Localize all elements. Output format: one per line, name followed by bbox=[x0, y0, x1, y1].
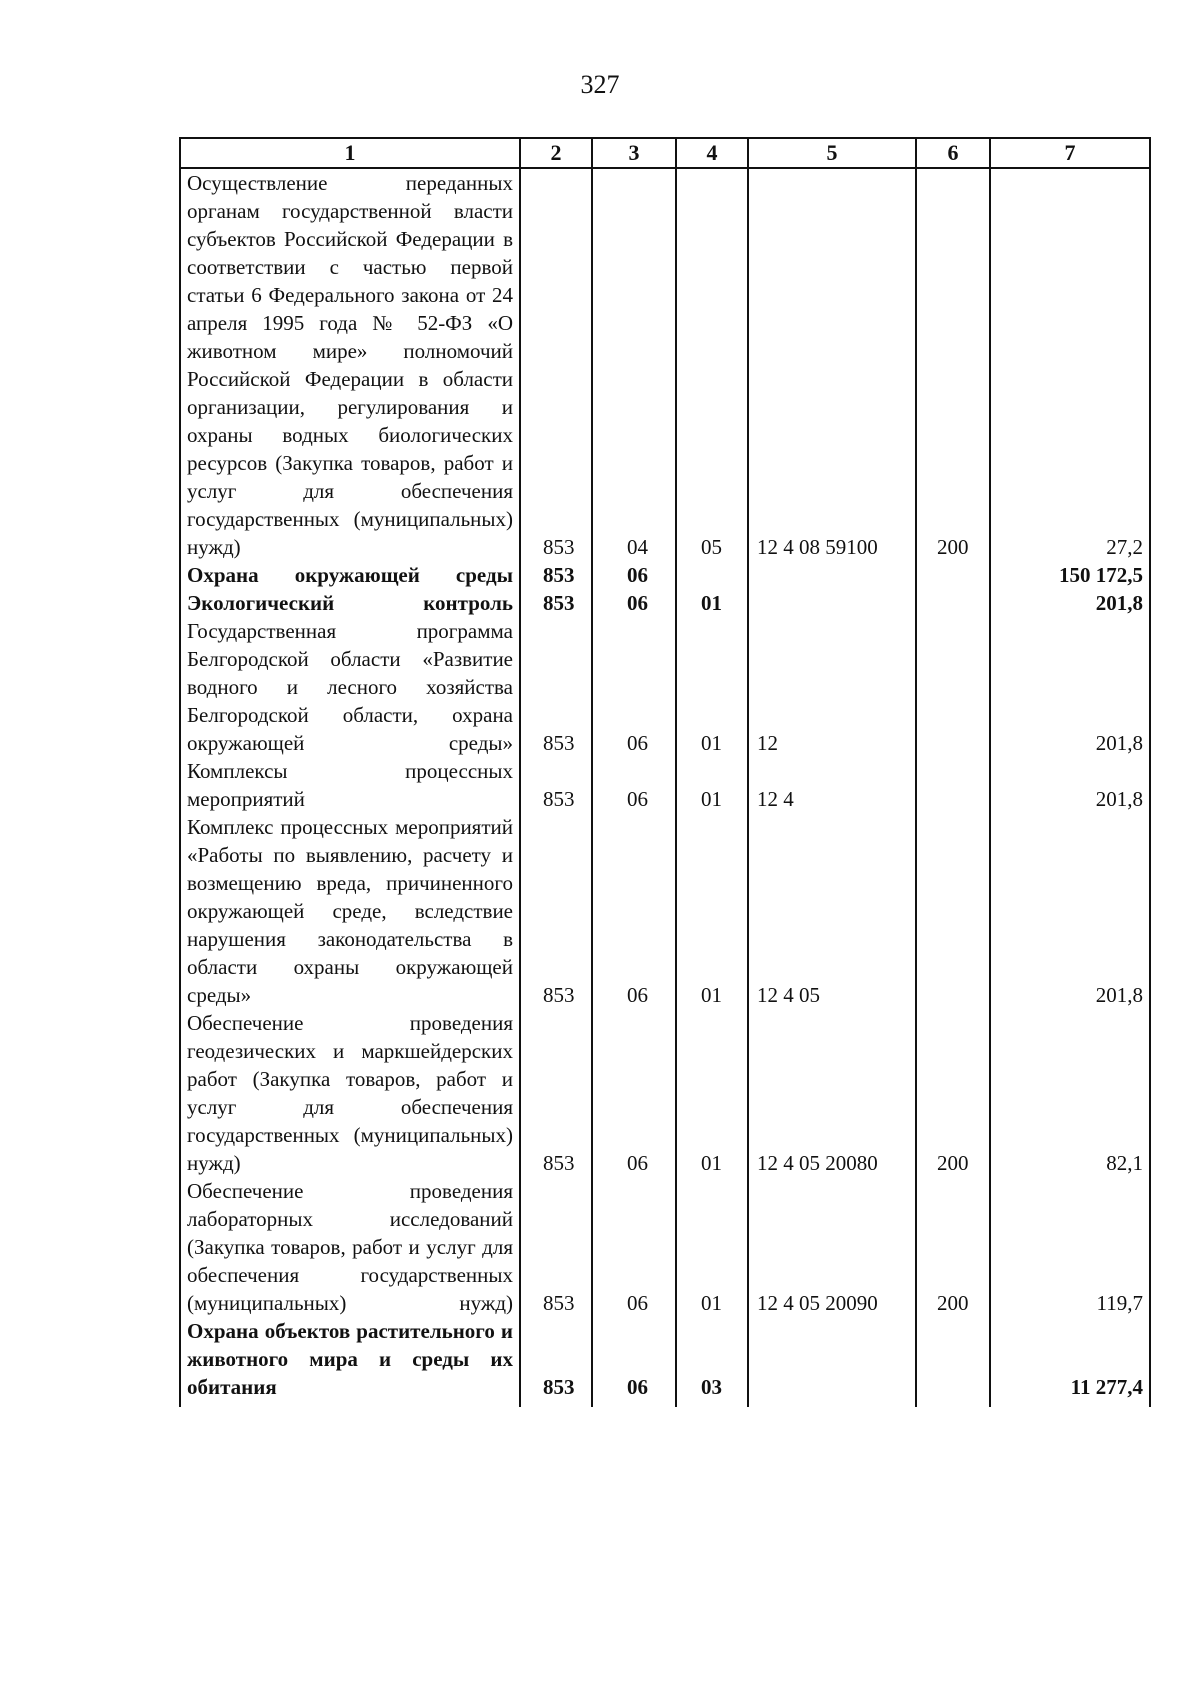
filler-cell bbox=[592, 1401, 676, 1407]
row-target-code bbox=[748, 1317, 916, 1401]
row-section: 06 bbox=[592, 1177, 676, 1317]
row-amount: 27,2 bbox=[990, 168, 1150, 561]
filler-cell bbox=[748, 1401, 916, 1407]
column-header-5: 5 bbox=[748, 138, 916, 168]
row-subsection: 01 bbox=[676, 617, 748, 757]
row-name: Государственная программа Белгородской области «Развитие водного и лесного хозяйства Белгородской области, охрана окружающей среды» bbox=[180, 617, 520, 757]
row-amount: 150 172,5 bbox=[990, 561, 1150, 589]
table-row bbox=[180, 168, 1150, 561]
table-body bbox=[180, 168, 1150, 1407]
column-header-2: 2 bbox=[520, 138, 592, 168]
row-subsection: 05 bbox=[676, 168, 748, 561]
row-target-code bbox=[748, 589, 916, 617]
table-row bbox=[180, 1009, 1150, 1177]
filler-cell bbox=[916, 1401, 990, 1407]
header-row bbox=[180, 138, 1150, 168]
row-section: 04 bbox=[592, 168, 676, 561]
filler-cell bbox=[180, 1401, 520, 1407]
row-expense-type bbox=[916, 1317, 990, 1401]
row-target-code: 12 4 bbox=[748, 757, 916, 813]
row-expense-type: 200 bbox=[916, 1009, 990, 1177]
row-target-code: 12 4 05 20090 bbox=[748, 1177, 916, 1317]
row-target-code: 12 4 05 bbox=[748, 813, 916, 1009]
row-admin-code: 853 bbox=[520, 1317, 592, 1401]
row-amount: 11 277,4 bbox=[990, 1317, 1150, 1401]
row-admin-code: 853 bbox=[520, 168, 592, 561]
row-section: 06 bbox=[592, 617, 676, 757]
table-row bbox=[180, 1317, 1150, 1401]
table-row bbox=[180, 1177, 1150, 1317]
row-admin-code: 853 bbox=[520, 617, 592, 757]
row-subsection: 03 bbox=[676, 1317, 748, 1401]
row-target-code: 12 4 08 59100 bbox=[748, 168, 916, 561]
row-subsection: 01 bbox=[676, 1009, 748, 1177]
row-name: Обеспечение проведения лабораторных исследований (Закупка товаров, работ и услуг для обеспечения государственных (муниципальных) нужд) bbox=[180, 1177, 520, 1317]
row-expense-type bbox=[916, 757, 990, 813]
page-number: 327 bbox=[580, 70, 620, 99]
row-admin-code: 853 bbox=[520, 757, 592, 813]
table-row bbox=[180, 617, 1150, 757]
filler-cell bbox=[520, 1401, 592, 1407]
row-admin-code: 853 bbox=[520, 1177, 592, 1317]
row-section: 06 bbox=[592, 757, 676, 813]
row-subsection: 01 bbox=[676, 757, 748, 813]
row-section: 06 bbox=[592, 1009, 676, 1177]
row-name: Охрана объектов растительного и животного мира и среды их обитания bbox=[180, 1317, 520, 1401]
row-subsection: 01 bbox=[676, 1177, 748, 1317]
row-admin-code: 853 bbox=[520, 561, 592, 589]
table-row bbox=[180, 757, 1150, 813]
row-amount: 82,1 bbox=[990, 1009, 1150, 1177]
row-name: Обеспечение проведения геодезических и маркшейдерских работ (Закупка товаров, работ и услуг для обеспечения государственных (муниципальных) нужд) bbox=[180, 1009, 520, 1177]
row-section: 06 bbox=[592, 561, 676, 589]
row-target-code bbox=[748, 561, 916, 589]
row-name: Охрана окружающей среды bbox=[180, 561, 520, 589]
table-row bbox=[180, 589, 1150, 617]
column-header-7: 7 bbox=[990, 138, 1150, 168]
filler-row bbox=[180, 1401, 1150, 1407]
row-section: 06 bbox=[592, 813, 676, 1009]
row-section: 06 bbox=[592, 589, 676, 617]
row-admin-code: 853 bbox=[520, 1009, 592, 1177]
row-expense-type: 200 bbox=[916, 1177, 990, 1317]
row-subsection: 01 bbox=[676, 813, 748, 1009]
row-expense-type: 200 bbox=[916, 168, 990, 561]
row-admin-code: 853 bbox=[520, 589, 592, 617]
row-expense-type bbox=[916, 561, 990, 589]
column-header-1: 1 bbox=[180, 138, 520, 168]
row-expense-type bbox=[916, 589, 990, 617]
table-row bbox=[180, 561, 1150, 589]
column-header-6: 6 bbox=[916, 138, 990, 168]
column-header-3: 3 bbox=[592, 138, 676, 168]
column-header-4: 4 bbox=[676, 138, 748, 168]
row-section: 06 bbox=[592, 1317, 676, 1401]
row-name: Комплексы процессных мероприятий bbox=[180, 757, 520, 813]
row-amount: 119,7 bbox=[990, 1177, 1150, 1317]
row-name: Экологический контроль bbox=[180, 589, 520, 617]
row-admin-code: 853 bbox=[520, 813, 592, 1009]
row-subsection: 01 bbox=[676, 589, 748, 617]
row-amount: 201,8 bbox=[990, 757, 1150, 813]
filler-cell bbox=[676, 1401, 748, 1407]
budget-table-container bbox=[179, 137, 1149, 1599]
row-expense-type bbox=[916, 617, 990, 757]
row-name: Осуществление переданных органам государственной власти субъектов Российской Федерации в соответствии с частью первой статьи 6 Федерального закона от 24 апреля 1995 года № 52-ФЗ «О животном мире» полномочий Российской Федерации в области организации, регулирования и охраны водных биологических ресурсов (Закупка товаров, работ и услуг для обеспечения государственных (муниципальных) нужд) bbox=[180, 168, 520, 561]
row-amount: 201,8 bbox=[990, 813, 1150, 1009]
row-amount: 201,8 bbox=[990, 617, 1150, 757]
row-subsection bbox=[676, 561, 748, 589]
filler-cell bbox=[990, 1401, 1150, 1407]
row-name: Комплекс процессных мероприятий «Работы по выявлению, расчету и возмещению вреда, причиненного окружающей среде, вследствие нарушения законодательства в области охраны окружающей среды» bbox=[180, 813, 520, 1009]
row-target-code: 12 bbox=[748, 617, 916, 757]
row-amount: 201,8 bbox=[990, 589, 1150, 617]
budget-table bbox=[179, 137, 1151, 1407]
table-row bbox=[180, 813, 1150, 1009]
row-target-code: 12 4 05 20080 bbox=[748, 1009, 916, 1177]
row-expense-type bbox=[916, 813, 990, 1009]
